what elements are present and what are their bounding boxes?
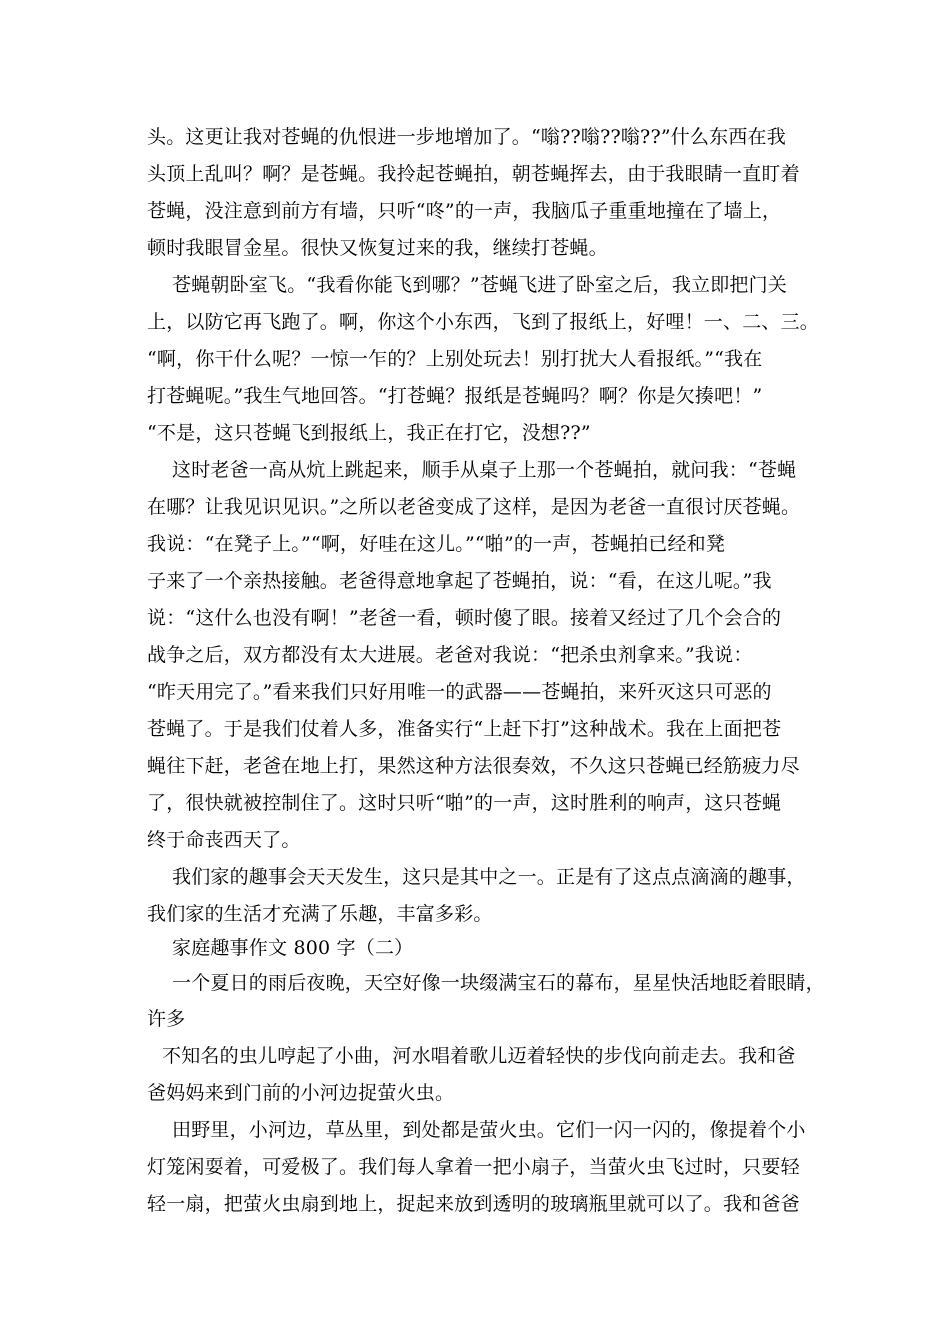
text-line: 田野里，小河边，草丛里，到处都是萤火虫。它们一闪一闪的，像提着个小 [172, 1119, 806, 1141]
text-line: 苍蝇了。于是我们仗着人多，准备实行“上赶下打”这种战术。我在上面把苍 [147, 718, 782, 740]
text-line: 轻一扇，把萤火虫扇到地上，捉起来放到透明的玻璃瓶里就可以了。我和爸爸 [147, 1193, 800, 1215]
text-line: 了，很快就被控制住了。这时只听“啪”的一声，这时胜利的响声，这只苍蝇 [147, 792, 782, 814]
text-line: 打苍蝇呢。”我生气地回答。“打苍蝇？报纸是苍蝇吗？啊？你是欠揍吧！” [147, 385, 763, 407]
text-line: 子来了一个亲热接触。老爸得意地拿起了苍蝇拍，说：“看，在这儿呢。”我 [147, 570, 772, 592]
text-line: 上，以防它再飞跑了。啊，你这个小东西，飞到了报纸上，好哩！一、二、三。 [147, 311, 820, 333]
text-line: 爸妈妈来到门前的小河边捉萤火虫。 [147, 1082, 455, 1104]
text-line: 终于命丧西天了。 [147, 829, 301, 851]
text-line: 我们家的生活才充满了乐趣，丰富多彩。 [147, 903, 493, 925]
text-line: 蝇往下赶，老爸在地上打，果然这种方法很奏效，不久这只苍蝇已经筋疲力尽 [147, 755, 800, 777]
text-line: 我说：“在凳子上。”“啊，好哇在这儿。”“啪”的一声，苍蝇拍已经和凳 [147, 533, 726, 555]
text-line: 苍蝇，没注意到前方有墙，只听“咚”的一声，我脑瓜子重重地撞在了墙上， [147, 200, 782, 222]
text-line: 这时老爸一高从炕上跳起来，顺手从桌子上那一个苍蝇拍，就问我：“苍蝇 [172, 459, 797, 481]
text-line: 说：“这什么也没有啊！”老爸一看，顿时傻了眼。接着又经过了几个会合的 [147, 607, 782, 629]
text-line: 一个夏日的雨后夜晚，天空好像一块缀满宝石的幕布，星星快活地眨着眼睛， [172, 972, 825, 994]
text-line: 头。这更让我对苍蝇的仇恨进一步地增加了。“嗡??嗡??嗡??”什么东西在我 [147, 126, 786, 148]
text-line: 苍蝇朝卧室飞。“我看你能飞到哪？”苍蝇飞进了卧室之后，我立即把门关 [172, 274, 788, 296]
text-line: 在哪？让我见识见识。”之所以老爸变成了这样，是因为老爸一直很讨厌苍蝇。 [147, 496, 801, 518]
text-line: 我们家的趣事会天天发生，这只是其中之一。正是有了这点点滴滴的趣事， [172, 866, 806, 888]
text-line: 灯笼闲耍着，可爱极了。我们每人拿着一把小扇子，当萤火虫飞过时，只要轻 [147, 1156, 800, 1178]
text-line: 战争之后，双方都没有太大进展。老爸对我说：“把杀虫剂拿来。”我说： [147, 644, 753, 666]
text-line: 不知名的虫儿哼起了小曲，河水唱着歌儿迈着轻快的步伐向前走去。我和爸 [162, 1045, 796, 1067]
text-line: “啊，你干什么呢？一惊一乍的？上别处玩去！别打扰大人看报纸。”“我在 [147, 348, 763, 370]
text-line: “昨天用完了。”看来我们只好用唯一的武器——苍蝇拍，来歼灭这只可恶的 [147, 681, 772, 703]
text-line: 许多 [147, 1008, 186, 1030]
section-heading: 家庭趣事作文 800 字（二） [172, 937, 414, 959]
text-line: 头顶上乱叫？啊？是苍蝇。我拎起苍蝇拍，朝苍蝇挥去，由于我眼睛一直盯着 [147, 163, 800, 185]
text-line: 顿时我眼冒金星。很快又恢复过来的我，继续打苍蝇。 [147, 237, 608, 259]
text-line: “不是，这只苍蝇飞到报纸上，我正在打它，没想??” [147, 422, 591, 444]
